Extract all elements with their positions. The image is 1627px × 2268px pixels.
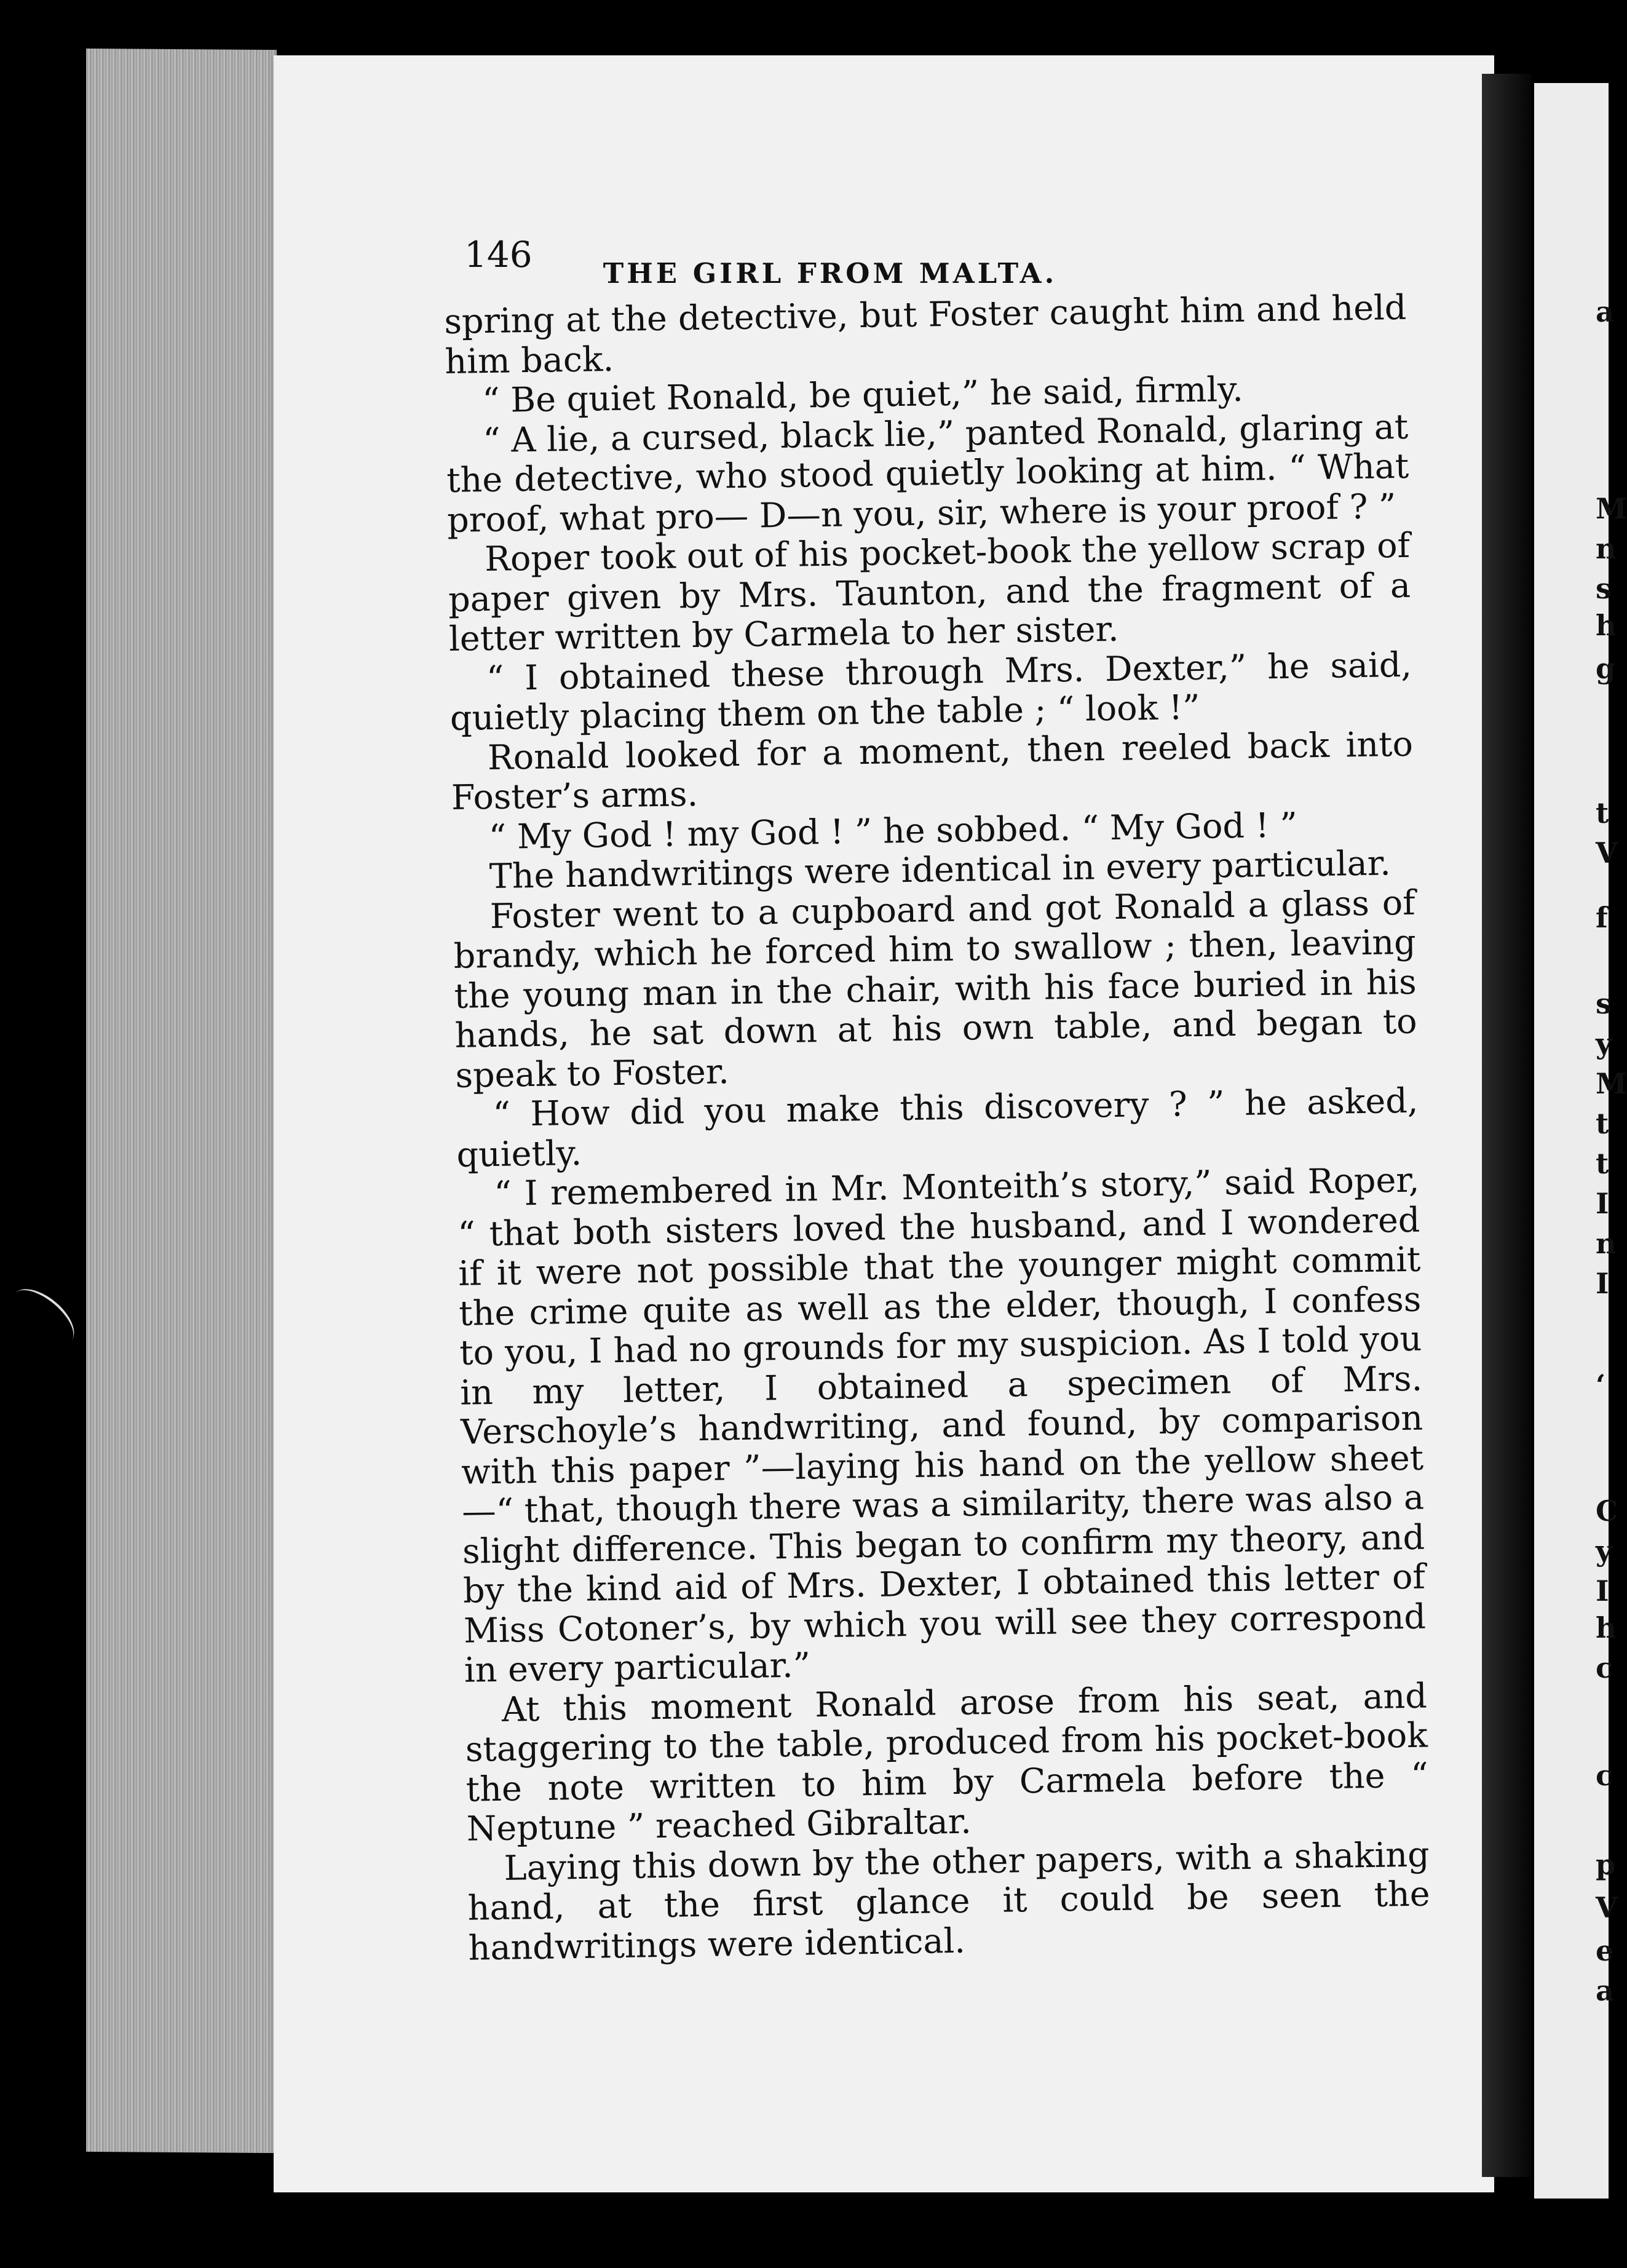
paragraph: Ronald looked for a moment, then reeled back into Foster’s arms. (451, 724, 1414, 818)
facing-page-letter: s (1596, 987, 1612, 1020)
paragraph: “ I remembered in Mr. Monteith’s story,” said Roper, “ that both sisters loved the husband, and I wondered if it were not possible that the younger might commit the crime quite as well as the elder, though, I confess to you, I had no grounds for my suspicion. As I told you in my letter, I obtained a specimen of Mrs. Verschoyle’s handwriting, and found, by comparison with this paper ”—laying his hand on the yellow sheet —“ that, though there was a similarity, there was also a slight difference. This began to confirm my theory, and by the kind aid of Mrs. Dexter, I obtained this letter of Miss Cotoner’s, by which you will see they correspond in every particular.” (457, 1160, 1427, 1691)
scan-artifact-mark (2, 1279, 84, 1356)
book-gutter (1482, 74, 1531, 2177)
paragraph: “ Be quiet Ronald, be quiet,” he said, firmly. (481, 369, 1244, 421)
running-title: THE GIRL FROM MALTA. (603, 257, 1058, 290)
facing-page-letter: y (1596, 1534, 1612, 1568)
facing-page-letter: n (1596, 532, 1617, 565)
paragraph: “ A lie, a cursed, black lie,” panted Ronald, glaring at the detective, who stood quietly looking at him. “ What proof, what pro— D—n you, sir, where is your proof ? ” (446, 406, 1409, 541)
paragraph: The handwritings were identical in every particular. (489, 843, 1391, 897)
facing-page-letter: y (1596, 1027, 1612, 1060)
paragraph: “ I obtained these through Mrs. Dexter,” he said, quietly placing them on the table ; “ look !” (449, 644, 1412, 739)
facing-page-letter: h (1596, 1611, 1617, 1644)
paragraph: Laying this down by the other papers, with a shaking hand, at the first glance it could be seen the handwritings were identical. (467, 1834, 1431, 1969)
facing-page-letter: c (1596, 1651, 1613, 1684)
paragraph: “ My God ! my God ! ” he sobbed. “ My God ! ” (488, 805, 1298, 857)
facing-page-letter: e (1596, 1934, 1614, 1967)
facing-page-letter: V (1596, 836, 1618, 870)
paragraph: spring at the detective, but Foster caught him and held him back. (443, 287, 1407, 382)
facing-page-letter: n (1596, 1227, 1617, 1260)
facing-page-edge (1534, 83, 1627, 2199)
facing-page-letter: c (1596, 1759, 1613, 1792)
facing-page-letter: g (1596, 652, 1616, 685)
facing-page-letter: V (1596, 1891, 1618, 1924)
facing-page-letter: s (1596, 572, 1612, 605)
paragraph: At this moment Ronald arose from his seat, and staggering to the table, produced from his pocket-book the note written to him by Carmela before the “ Neptune ” reached Gibraltar. (465, 1676, 1429, 1849)
facing-page-letter: f (1596, 901, 1608, 934)
facing-page-letter: h (1596, 609, 1617, 642)
facing-page-letter: a (1596, 295, 1614, 328)
facing-page-letter: t (1596, 796, 1609, 830)
paragraph: Roper took out of his pocket-book the yellow scrap of paper given by Mrs. Taunton, and the fragment of a letter written by Carmela to her sister. (448, 525, 1411, 659)
page-number: 146 (464, 234, 532, 276)
facing-page-letter: M (1596, 1067, 1627, 1100)
facing-page-letter: M (1596, 492, 1627, 525)
facing-page-letter: p (1596, 1848, 1616, 1881)
facing-page-letter: I (1596, 1267, 1609, 1300)
paragraph: Foster went to a cupboard and got Ronald a glass of brandy, which he forced him to swallow ; then, leaving the young man in the chair, with his face buried in his hands, he sat down at his own table, and began to speak to Foster. (453, 882, 1418, 1096)
facing-page-letter: I (1596, 1187, 1609, 1220)
book-page-edges (86, 49, 277, 2153)
body-text (444, 288, 1431, 1969)
facing-page-letter: C (1596, 1494, 1618, 1528)
paragraph: “ How did you make this discovery ? ” he asked, quietly. (456, 1080, 1419, 1175)
facing-page-letter: ‘ (1596, 1368, 1606, 1402)
facing-page-letter: t (1596, 1147, 1609, 1180)
facing-page-letter: I (1596, 1574, 1609, 1608)
facing-page-letter: a (1596, 1974, 1614, 2007)
facing-page-letter: t (1596, 1107, 1609, 1140)
